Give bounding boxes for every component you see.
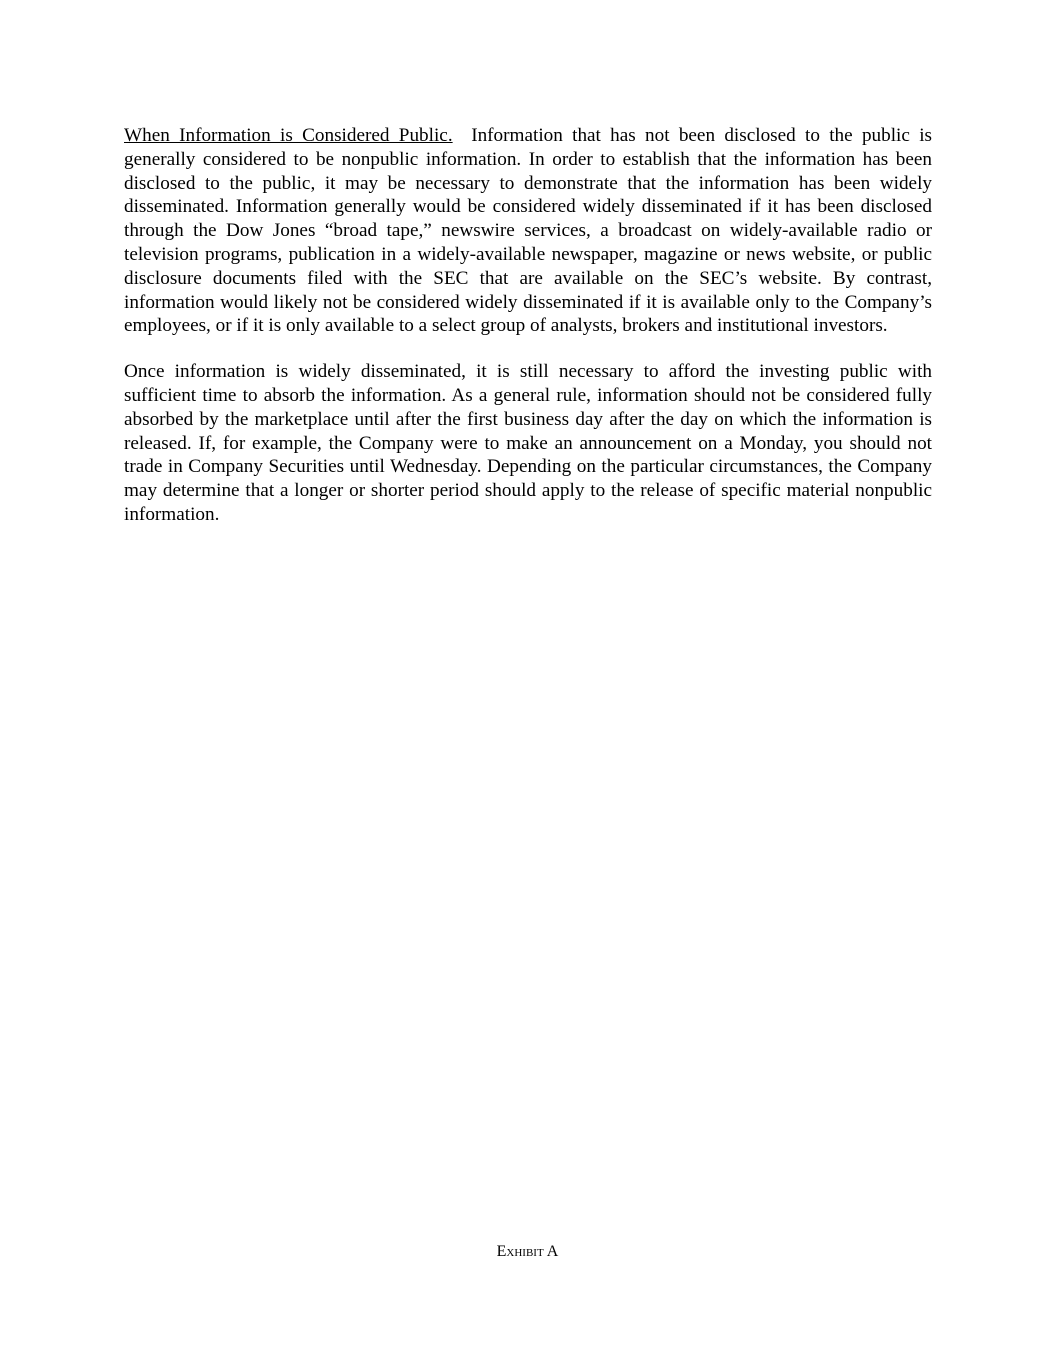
page-footer: Exhibit A xyxy=(496,1243,559,1260)
paragraph-text: Information that has not been disclosed to the public is generally considered to be nonpublic information. In order to establish that the information has been disclosed to the public, it may be necessary to demonstrate that the information has been widely disseminated. Information generally would be considered widely disseminated if it has been disclosed through the Dow Jones “broad tape,” newswire services, a broadcast on widely-available radio or television programs, publication in a widely-available newspaper, magazine or news website, or public disclosure documents filed with the SEC that are available on the SEC’s website. By contrast, information would likely not be considered widely disseminated if it is available only to the Company’s employees, or if it is only available to a select group of analysts, brokers and institutional investors. xyxy=(124,125,932,337)
section-heading: When Information is Considered Public. xyxy=(124,125,453,146)
document-body xyxy=(124,124,932,527)
paragraph-dissemination-timing xyxy=(124,360,932,527)
paragraph-public-information xyxy=(124,124,932,338)
paragraph-text: Once information is widely disseminated, it is still necessary to afford the investing public with sufficient time to absorb the information. As a general rule, information should not be considered fully absorbed by the marketplace until after the first business day after the day on which the information is released. If, for example, the Company were to make an announcement on a Monday, you should not trade in Company Securities until Wednesday. Depending on the particular circumstances, the Company may determine that a longer or shorter period should apply to the release of specific material nonpublic information. xyxy=(124,361,932,525)
